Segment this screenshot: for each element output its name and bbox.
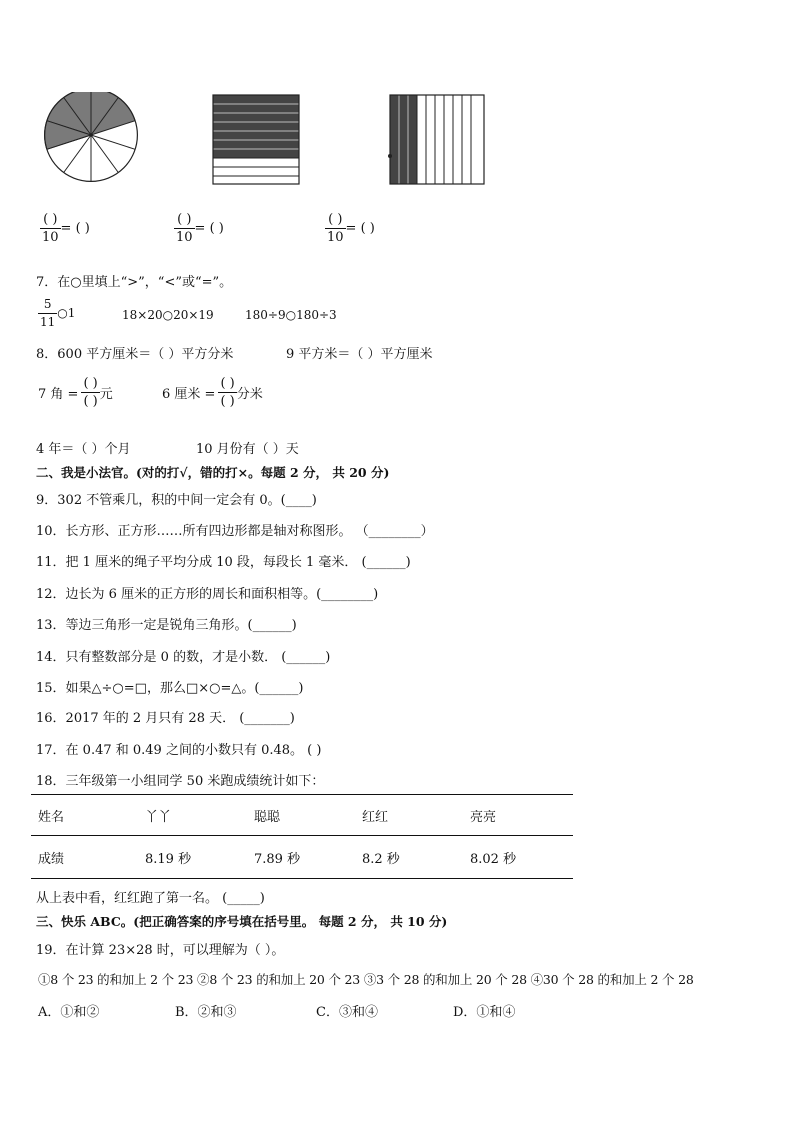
- q19-text: 19．在计算 23×28 时，可以理解为（ ）。: [36, 943, 285, 958]
- table-header-cell: 聪聪: [254, 810, 281, 825]
- compare-1[interactable]: ○1: [57, 306, 76, 320]
- table-header-cell: 红红: [362, 810, 389, 825]
- cm-den-blank[interactable]: ( ): [220, 394, 235, 409]
- q19-statements: ①8 个 23 的和加上 2 个 23 ②8 个 23 的和加上 20 个 23 ③3 个 28 的和加上 20 个 28 ④30 个 28 的和加上 2 个 28: [38, 972, 694, 987]
- section3-title: 三、快乐 ABC。(把正确答案的序号填在括号里。 每题 2 分， 共 10 分): [36, 914, 448, 929]
- table-cell: 8.02 秒: [470, 852, 517, 867]
- fraction-denominator: 10: [176, 230, 193, 245]
- table-header-cell: 亮亮: [470, 810, 497, 825]
- q8-line3a: 4 年＝（ ）个月: [36, 442, 131, 457]
- fraction-answer-1: [40, 211, 90, 246]
- q7-text: 7．在○里填上“>”，“<”或“=”。: [36, 275, 233, 290]
- horizontal-bar-figure: [212, 94, 302, 186]
- table-top-rule: [31, 794, 573, 795]
- jiao-num-blank[interactable]: ( ): [83, 376, 98, 391]
- judge-9: 9．302 不管乘几，积的中间一定会有 0。(____): [36, 493, 317, 508]
- compare-3[interactable]: 180÷9○180÷3: [245, 308, 337, 322]
- table-cell: 8.19 秒: [145, 852, 192, 867]
- judge-13: 13．等边三角形一定是锐角三角形。(______): [36, 618, 297, 633]
- fraction-denominator: 10: [327, 230, 344, 245]
- q8-line1b: 9 平方米＝（ ）平方厘米: [286, 347, 433, 362]
- fraction-answer-3: [325, 211, 375, 246]
- option-b[interactable]: B．②和③: [175, 1005, 237, 1020]
- q8-line3b: 10 月份有（ ）天: [196, 442, 299, 457]
- cm-num-blank[interactable]: ( ): [220, 376, 235, 391]
- table-bottom-rule: [31, 878, 573, 879]
- pie-figure: [40, 92, 144, 186]
- table-cell: 8.2 秒: [362, 852, 400, 867]
- judge-10: 10．长方形、正方形……所有四边形都是轴对称图形。 （________）: [36, 524, 434, 539]
- option-d[interactable]: D．①和④: [453, 1005, 516, 1020]
- compare-2[interactable]: 18×20○20×19: [122, 308, 214, 322]
- judge-15: 15．如果△÷○=□，那么□×○=△。(______): [36, 681, 304, 696]
- table-mid-rule: [31, 835, 573, 836]
- fraction-numerator-blank[interactable]: ( ): [325, 211, 346, 229]
- fraction-answer-2: [174, 211, 224, 246]
- table-cell: 7.89 秒: [254, 852, 301, 867]
- table-header-cell: 姓名: [38, 810, 65, 825]
- q18-text: 18．三年级第一小组同学 50 米跑成绩统计如下：: [36, 774, 325, 789]
- judge-17: 17．在 0.47 和 0.49 之间的小数只有 0.48。 ( ): [36, 743, 322, 758]
- q7-compare-row: [38, 296, 75, 331]
- q8-line1a: 8．600 平方厘米＝（ ）平方分米: [36, 347, 234, 362]
- fraction-denominator: 10: [42, 230, 59, 245]
- fraction-numerator-blank[interactable]: ( ): [40, 211, 61, 229]
- judge-12: 12．边长为 6 厘米的正方形的周长和面积相等。(________): [36, 587, 379, 602]
- section2-title: 二、我是小法官。(对的打√，错的打×。每题 2 分， 共 20 分): [36, 465, 390, 480]
- table-cell: 成绩: [38, 852, 65, 867]
- equals-blank[interactable]: = ( ): [194, 221, 224, 236]
- dm-unit: 分米: [236, 387, 263, 402]
- option-c[interactable]: C．③和④: [316, 1005, 378, 1020]
- judge-11: 11．把 1 厘米的绳子平均分成 10 段，每段长 1 毫米． (______): [36, 555, 411, 570]
- jiao-label: 7 角 =: [38, 387, 79, 402]
- q8-cm: [162, 375, 263, 410]
- frac-numerator: 5: [38, 296, 57, 314]
- vertical-bar-figure: [388, 94, 488, 186]
- equals-blank[interactable]: = ( ): [345, 221, 375, 236]
- fraction-numerator-blank[interactable]: ( ): [174, 211, 195, 229]
- frac-denominator: 11: [40, 315, 56, 329]
- cm-label: 6 厘米 =: [162, 387, 216, 402]
- table-header-cell: 丫丫: [145, 810, 172, 825]
- judge-16: 16．2017 年的 2 月只有 28 天． (_______): [36, 711, 295, 726]
- option-a[interactable]: A．①和②: [38, 1005, 100, 1020]
- jiao-den-blank[interactable]: ( ): [83, 394, 98, 409]
- judge-14: 14．只有整数部分是 0 的数，才是小数． (______): [36, 650, 331, 665]
- q18-conclusion: 从上表中看，红红跑了第一名。 (_____): [36, 891, 265, 906]
- q8-jiao: [38, 375, 113, 410]
- yuan-unit: 元: [99, 387, 113, 402]
- equals-blank[interactable]: = ( ): [60, 221, 90, 236]
